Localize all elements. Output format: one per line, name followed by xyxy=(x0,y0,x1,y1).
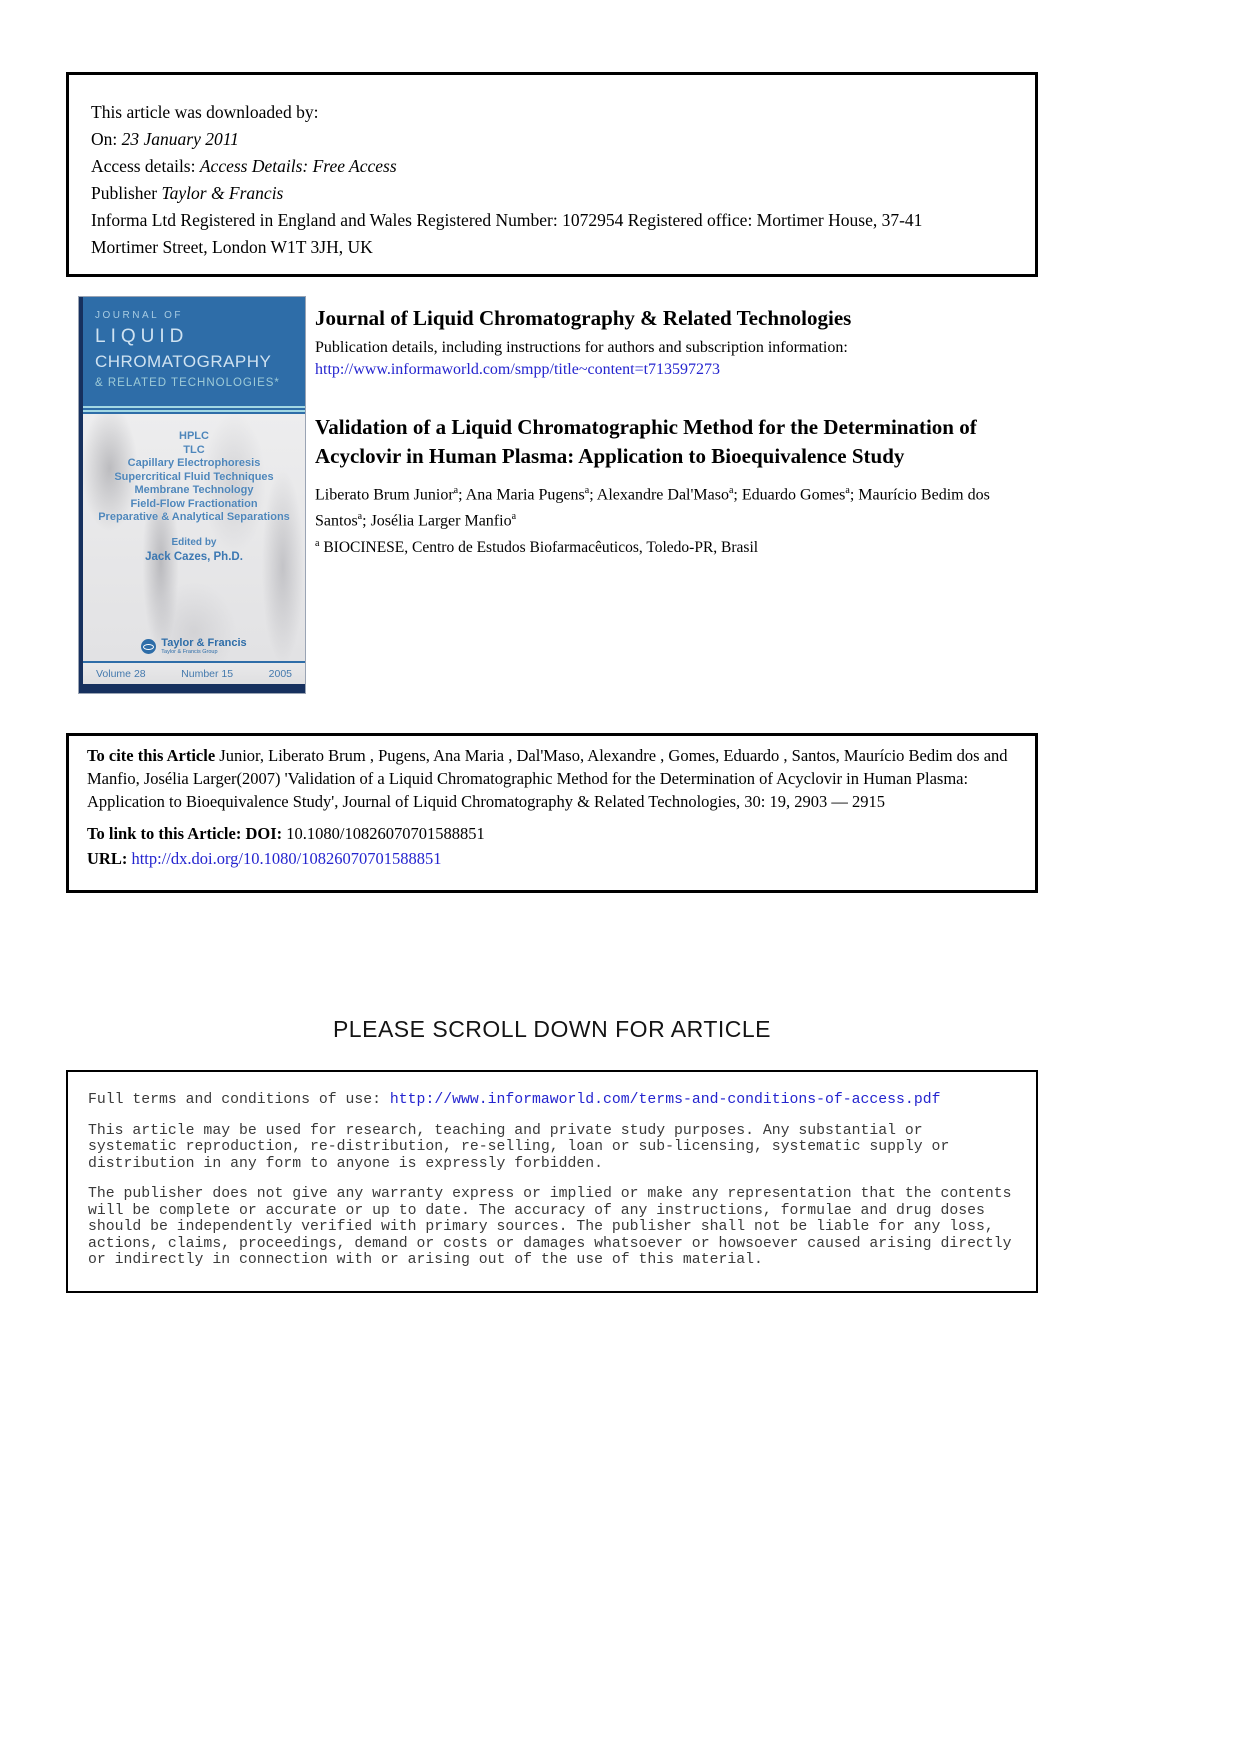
url-line xyxy=(87,847,1017,870)
scroll-notice: PLEASE SCROLL DOWN FOR ARTICLE xyxy=(332,1016,772,1042)
topic-item: Preparative & Analytical Separations xyxy=(98,511,290,523)
terms-paragraph-1: This article may be used for research, teaching and private study purposes. Any substantial or systematic reproduction, re-distribution, re-selling, loan or sub-licensing, systematic supply or distribution in any form to anyone is expressly forbidden. xyxy=(88,1122,950,1172)
publisher-name: Taylor & Francis xyxy=(161,183,284,203)
terms-url-link[interactable]: http://www.informaworld.com/terms-and-conditions-of-access.pdf xyxy=(389,1092,941,1108)
taylor-francis-globe-icon xyxy=(141,639,156,654)
doi-line xyxy=(87,822,1017,845)
taylor-francis-logo xyxy=(83,638,305,655)
terms-label: Full terms and conditions of use: xyxy=(88,1092,382,1108)
cover-separator xyxy=(83,404,305,414)
article-url-link[interactable]: http://dx.doi.org/10.1080/10826070701588851 xyxy=(131,849,442,868)
topic-item: Supercritical Fluid Techniques xyxy=(114,470,274,483)
taylor-francis-logo-subtext: Taylor & Francis Group xyxy=(161,649,218,655)
cover-masthead-kicker: JOURNAL OF xyxy=(95,310,183,321)
cover-masthead-liquid: LIQUID xyxy=(95,326,189,347)
cover-volume: Volume 28 xyxy=(96,667,146,680)
cite-text: Junior, Liberato Brum , Pugens, Ana Maria , Dal'Maso, Alexandre , Gomes, Eduardo , Santos, Maurício Bedim dos and Manfio, Josélia Larger(2007) 'Validation of a Liquid Chromatographic Method for the Determination of Acyclovir in Human Plasma: Application to Bioequivalence Study', Journal of Liquid Chromatography & Related Technologies, 30: 19, 2903 — 2915 xyxy=(87,746,1008,811)
cover-masthead-subtitle: & RELATED TECHNOLOGIES* xyxy=(95,377,280,389)
doi-value: 10.1080/10826070701588851 xyxy=(286,824,485,843)
topic-item: Capillary Electrophoresis xyxy=(127,457,261,469)
cover-masthead-chromatography: CHROMATOGRAPHY xyxy=(95,352,272,371)
publisher-line: Publisher Taylor & Francis xyxy=(91,183,284,203)
access-details-line: Access details: Access Details: Free Access xyxy=(91,156,397,176)
terms-link-line xyxy=(88,1092,1016,1109)
cover-topics-list xyxy=(98,430,290,525)
registration-line: Informa Ltd Registered in England and Wales Registered Number: 1072954 Registered office: Mortimer House, 37-41 Mortimer Street, London W1T 3JH, UK xyxy=(91,210,923,257)
access-details: Access Details: Free Access xyxy=(199,156,397,176)
cover-body xyxy=(83,414,305,661)
cover-footer xyxy=(83,663,305,684)
topic-item: Membrane Technology xyxy=(134,484,254,496)
terms-paragraph-2: The publisher does not give any warranty express or implied or make any representation that the contents will be complete or accurate or up to date. The accuracy of any instructions, formulae and drug doses should be independently verified with primary sources. The publisher shall not be liable for any loss, actions, claims, proceedings, demand or costs or damages whatsoever or howsoever caused arising directly or indirectly in connection with or arising out of the use of this material. xyxy=(88,1186,1012,1268)
cite-label: To cite this Article xyxy=(87,746,216,765)
url-label: URL: xyxy=(87,849,128,868)
cover-edited-by: Edited by xyxy=(171,536,217,548)
download-info-box xyxy=(66,72,1038,277)
doi-label: To link to this Article: DOI: xyxy=(87,824,283,843)
journal-cover-image xyxy=(79,297,305,693)
citation-paragraph xyxy=(87,744,1017,813)
citation-box xyxy=(66,733,1038,893)
journal-title: Journal of Liquid Chromatography & Related Technologies xyxy=(315,306,852,330)
cover-bottom-bar xyxy=(83,684,305,693)
cover-masthead xyxy=(83,297,305,404)
journal-info xyxy=(315,306,1045,557)
downloaded-by-line: This article was downloaded by: xyxy=(91,102,319,122)
article-authors: Liberato Brum Junior$^a$; Ana Maria Pugens$^a$; Alexandre Dal'Maso$^a$; Eduardo Gomes$^a$; Maurício Bedim dos Santos$^a$; Josélia Larger Manfio$^a$ xyxy=(315,485,990,530)
journal-url-link[interactable]: http://www.informaworld.com/smpp/title~content=t713597273 xyxy=(315,361,721,378)
article-affiliation: $^a$ BIOCINESE, Centro de Estudos Biofarmacêuticos, Toledo-PR, Brasil xyxy=(315,537,759,556)
publication-details: Publication details, including instructions for authors and subscription information: xyxy=(315,339,848,356)
article-title: Validation of a Liquid Chromatographic Method for the Determination of Acyclovir in Human Plasma: Application to Bioequivalence Study xyxy=(315,415,977,468)
cover-number: Number 15 xyxy=(181,667,234,680)
topic-item: HPLC xyxy=(179,430,209,442)
terms-box xyxy=(66,1070,1038,1293)
cover-editor: Jack Cazes, Ph.D. xyxy=(145,550,243,563)
cover-year: 2005 xyxy=(268,667,292,680)
download-date-line: On: 23 January 2011 xyxy=(91,129,239,149)
download-date: 23 January 2011 xyxy=(121,129,239,149)
topic-item: TLC xyxy=(183,443,205,456)
taylor-francis-logo-text: Taylor & Francis xyxy=(161,637,247,649)
topic-item: Field-Flow Fractionation xyxy=(130,497,258,510)
affiliation-marker: a xyxy=(315,537,320,549)
